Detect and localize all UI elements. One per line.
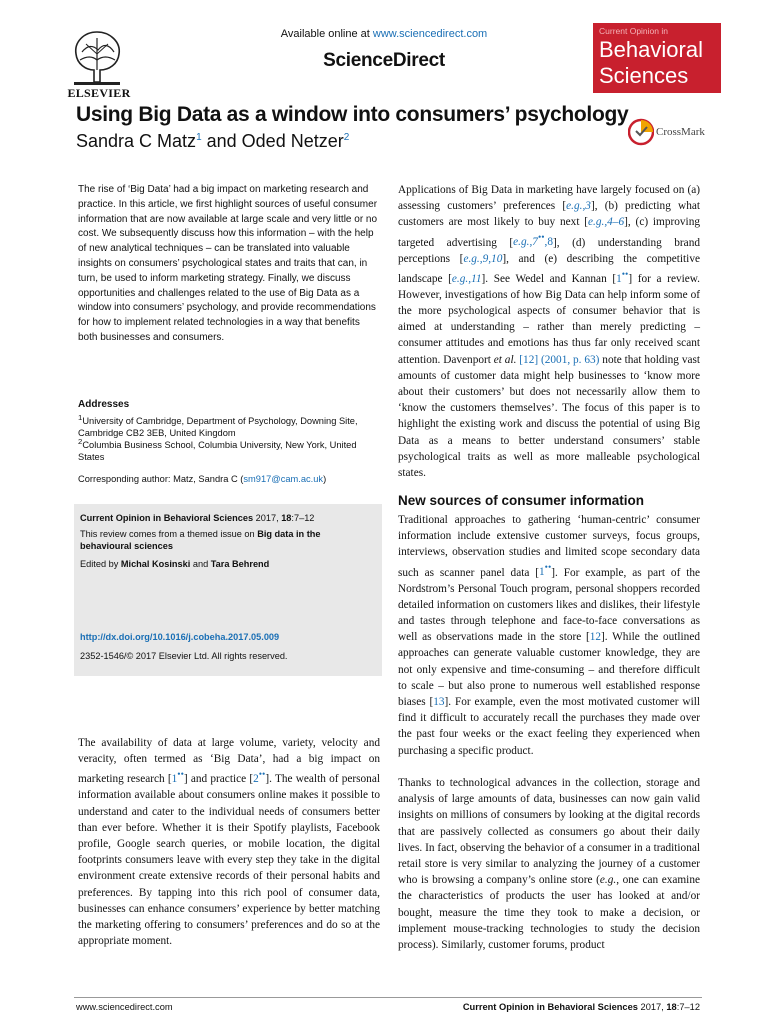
author-name: Oded Netzer <box>241 131 344 151</box>
reference-link[interactable]: e.g.,4–6 <box>588 216 625 229</box>
article-authors: Sandra C Matz$^1$ and Oded Netzer$^2$ <box>76 131 350 151</box>
journal-cover-badge <box>593 23 721 93</box>
crossmark-label[interactable]: CrossMark <box>656 126 705 138</box>
edited-by: Edited by Michal Kosinski and Tara Behrend <box>80 559 270 569</box>
journal-badge-title: Behavioral Sciences <box>599 37 703 88</box>
doi-link[interactable]: http://dx.doi.org/10.1016/j.cobeha.2017.05.009 <box>80 632 280 642</box>
reference-link[interactable]: e.g.,9,10 <box>463 252 503 265</box>
issn-copyright: 2352-1546/© 2017 Elsevier Ltd. All rights reserved. <box>80 651 288 661</box>
address-1: $^1$University of Cambridge, Department of Psychology, Downing Site, Cambridge CB2 3EB, United Kingdom <box>78 413 358 439</box>
body-paragraph-technology: Thanks to technological advances in the collection, storage and analysis of large amounts of data, businesses can now gain valid insights on millions of consumers by looking at the digital records that are passively collected as consumers go about their daily lives. In fact, observing the behavior of a consumer in a traditional retail store is very similar to analyzing the journey of a customer who is browsing a company’s online store (e.g., one can examine the characteristics of products the user has looked at and/or bought, measure the time they took to make a decision, or implement mouse-tracking technologies to study the decision process). Similarly, customer forums, product <box>398 777 700 952</box>
corresponding-email-link[interactable]: sm917@cam.ac.uk <box>243 474 324 484</box>
reference-link[interactable]: 13 <box>433 696 445 708</box>
reference-link[interactable]: 2•• <box>253 770 266 786</box>
reference-link[interactable]: 12 <box>589 631 602 644</box>
reference-link[interactable]: 1•• <box>539 563 552 579</box>
addresses-heading: Addresses <box>78 399 130 410</box>
address-2: $^2$Columbia Business School, Columbia University, New York, United States <box>78 437 357 463</box>
footer-citation: Current Opinion in Behavioral Sciences 2017, 18:7–12 <box>462 1002 700 1012</box>
reference-link[interactable]: e.g.,3 <box>566 200 591 213</box>
intro-paragraph: The availability of data at large volume, variety, velocity and veracity, often termed as ‘Big Data’, had a big impact on marketing research [1••] and practice [2••]. The wealth of personal information available about consumers online makes it possible to understand and cater to the individual needs of consumers better than ever before. Whether it is their Spotify playlists, Facebook profile, Google search queries, or mobile location, the digital footprints consumers leave with every step they take in the digital environment create extensive records of their personal habits and preferences. By tapping into this rich pool of consumer data, businesses can enhance consumers’ experience by better matching the marketing offering to consumers’ preferences and do so at the appropriate moment. <box>78 737 380 948</box>
footer-divider <box>74 997 702 998</box>
themed-issue: This review comes from a themed issue on Big data in the behavioural sciences <box>80 529 321 552</box>
abstract: The rise of ‘Big Data’ had a big impact on marketing research and practice. In this article, we first highlight sources of useful consumer information that are now available at large scale and very little or no cost. We subsequently discuss how this information – with the help of new analytical techniques – can be translated into valuable insights on consumers’ psychological states and traits that can, in turn, be used to inform marketing strategy. Finally, we discuss opportunities and challenges related to the use of Big Data as a window into consumers’ psychology, and provide recommendations for how to implement related technologies in a way that benefits both businesses and consumers. <box>78 184 378 343</box>
reference-link[interactable]: 1•• <box>171 770 184 786</box>
body-paragraph-traditional: Traditional approaches to gathering ‘human-centric’ consumer information include extensive customer surveys, focus groups, interviews, observation studies and limited scope secondary data such as scanner panel data [1••]. For example, as part of the Nordstrom’s Personal Touch program, personal shoppers recorded detailed information on customers likes and dislikes, their lifestyle and tastes through telephone and face-to-face conversations as well as observations made in the store [12]. While the outlined approaches can generate valuable customer knowledge, they are not only expensive and time-consuming – and therefore difficult to scale – but also prone to numerous well established response biases [13]. For example, even the most motivated customer will find it difficult to accurately recall the purchases they made over the past four weeks or the exact feeling they experienced when purchasing a specific product. <box>398 514 701 757</box>
footer-website-link[interactable]: www.sciencedirect.com <box>76 1002 173 1012</box>
journal-badge-small-text: Current Opinion in <box>599 26 668 36</box>
body-paragraph-applications: Applications of Big Data in marketing have largely focused on (a) assessing customers’ preferences [e.g.,3], (b) predicting what customers are most likely to buy next [e.g.,4–6], (c) improving targeted advertising [e.g.,7••,8], (d) understanding brand perceptions [e.g.,9,10], and (e) describing the competitive landscape [e.g.,11]. See Wedel and Kannan [1••] for a review. However, investigations of how Big Data can help inform some of the more psychological aspects of consumer behavior that is aimed at understanding – rather than merely predicting – consumer attitudes and emotions has thus far only received scant attention. Davenport et al. [12] (2001, p. 63) note that holding vast amounts of customer data might help businesses to ‘know more about their customers’ but does not necessarily allow them to ‘know the customers themselves’. The focus of this paper is to highlight the existing work and discuss the potential of using Big Data as a means to better understand consumers’ stable psychological traits as well as more malleable psychological states. <box>398 184 701 479</box>
journal-citation: Current Opinion in Behavioral Sciences 2017, 18:7–12 <box>80 513 315 523</box>
reference-link[interactable]: [12] (2001, p. 63) <box>519 353 600 366</box>
available-online-line: Available online at www.sciencedirect.com <box>280 28 488 40</box>
corresponding-author: Corresponding author: Matz, Sandra C (sm917@cam.ac.uk) <box>78 474 327 484</box>
crossmark-icon[interactable] <box>628 118 654 146</box>
affiliation-marker[interactable]: 2 <box>343 132 350 143</box>
publisher-name: ELSEVIER <box>67 86 131 100</box>
author-name: Sandra C Matz <box>76 131 197 151</box>
reference-link[interactable]: e.g.,7••,8 <box>513 233 554 249</box>
reference-link[interactable]: 1•• <box>616 269 629 285</box>
reference-link[interactable]: e.g.,11 <box>451 272 482 285</box>
article-title: Using Big Data as a window into consumers’ psychology <box>76 103 629 126</box>
section-heading: New sources of consumer information <box>398 493 645 508</box>
affiliation-marker[interactable]: 1 <box>196 132 202 143</box>
article-info-box <box>74 504 382 676</box>
sciencedirect-brand: ScienceDirect <box>323 50 445 71</box>
sciencedirect-link[interactable]: www.sciencedirect.com <box>372 28 488 40</box>
